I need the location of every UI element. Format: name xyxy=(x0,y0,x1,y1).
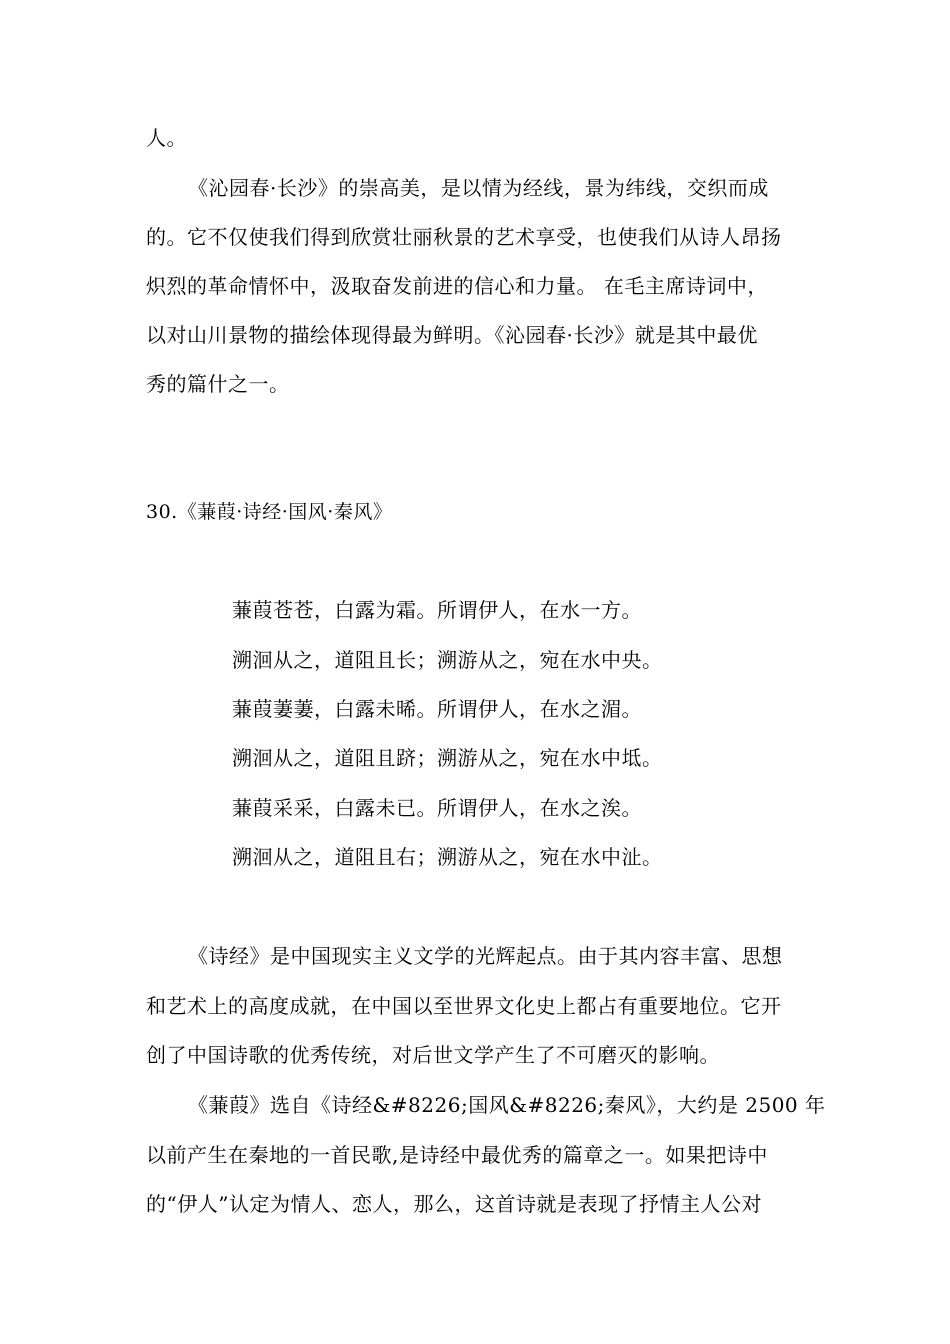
poem-line-5: 蒹葭采采，白露未已。所谓伊人，在水之涘。 xyxy=(232,796,642,820)
paragraph-1-line-2: 的。它不仅使我们得到欣赏壮丽秋景的艺术享受，也使我们从诗人昂扬 xyxy=(146,225,782,249)
paragraph-1-line-5: 秀的篇什之一。 xyxy=(146,372,290,396)
poem-line-3: 蒹葭萋萋，白露未晞。所谓伊人，在水之湄。 xyxy=(232,697,642,721)
section-heading: 30.《蒹葭·诗经·国风·秦风》 xyxy=(146,501,393,523)
paragraph-1-line-3: 炽烈的革命情怀中，汲取奋发前进的信心和力量。 在毛主席诗词中， xyxy=(146,274,768,298)
paragraph-2-line-1: 《诗经》是中国现实主义文学的光辉起点。由于其内容丰富、思想 xyxy=(188,944,783,968)
paragraph-1-line-4: 以对山川景物的描绘体现得最为鲜明。《沁园春·长沙》就是其中最优 xyxy=(146,323,758,347)
paragraph-prev-line-1: 人。 xyxy=(146,126,187,150)
paragraph-3-line-2: 以前产生在秦地的一首民歌,是诗经中最优秀的篇章之一。如果把诗中 xyxy=(146,1143,768,1167)
paragraph-3-line-3: 的“伊人”认定为情人、恋人，那么，这首诗就是表现了抒情主人公对 xyxy=(146,1192,762,1216)
poem-line-6: 溯洄从之，道阻且右；溯游从之，宛在水中沚。 xyxy=(232,845,663,869)
paragraph-3-line-1: 《蒹葭》选自《诗经&#8226;国风&#8226;秦风》，大约是 2500 年 xyxy=(188,1093,826,1117)
poem-line-4: 溯洄从之，道阻且跻；溯游从之，宛在水中坻。 xyxy=(232,746,663,770)
poem-line-2: 溯洄从之，道阻且长；溯游从之，宛在水中央。 xyxy=(232,648,663,672)
paragraph-2-line-3: 创了中国诗歌的优秀传统，对后世文学产生了不可磨灭的影响。 xyxy=(146,1043,720,1067)
paragraph-1-line-1: 《沁园春·长沙》的崇高美，是以情为经线，景为纬线，交织而成 xyxy=(188,176,769,200)
paragraph-2-line-2: 和艺术上的高度成就，在中国以至世界文化史上都占有重要地位。它开 xyxy=(146,994,782,1018)
poem-line-1: 蒹葭苍苍，白露为霜。所谓伊人，在水一方。 xyxy=(232,598,642,622)
